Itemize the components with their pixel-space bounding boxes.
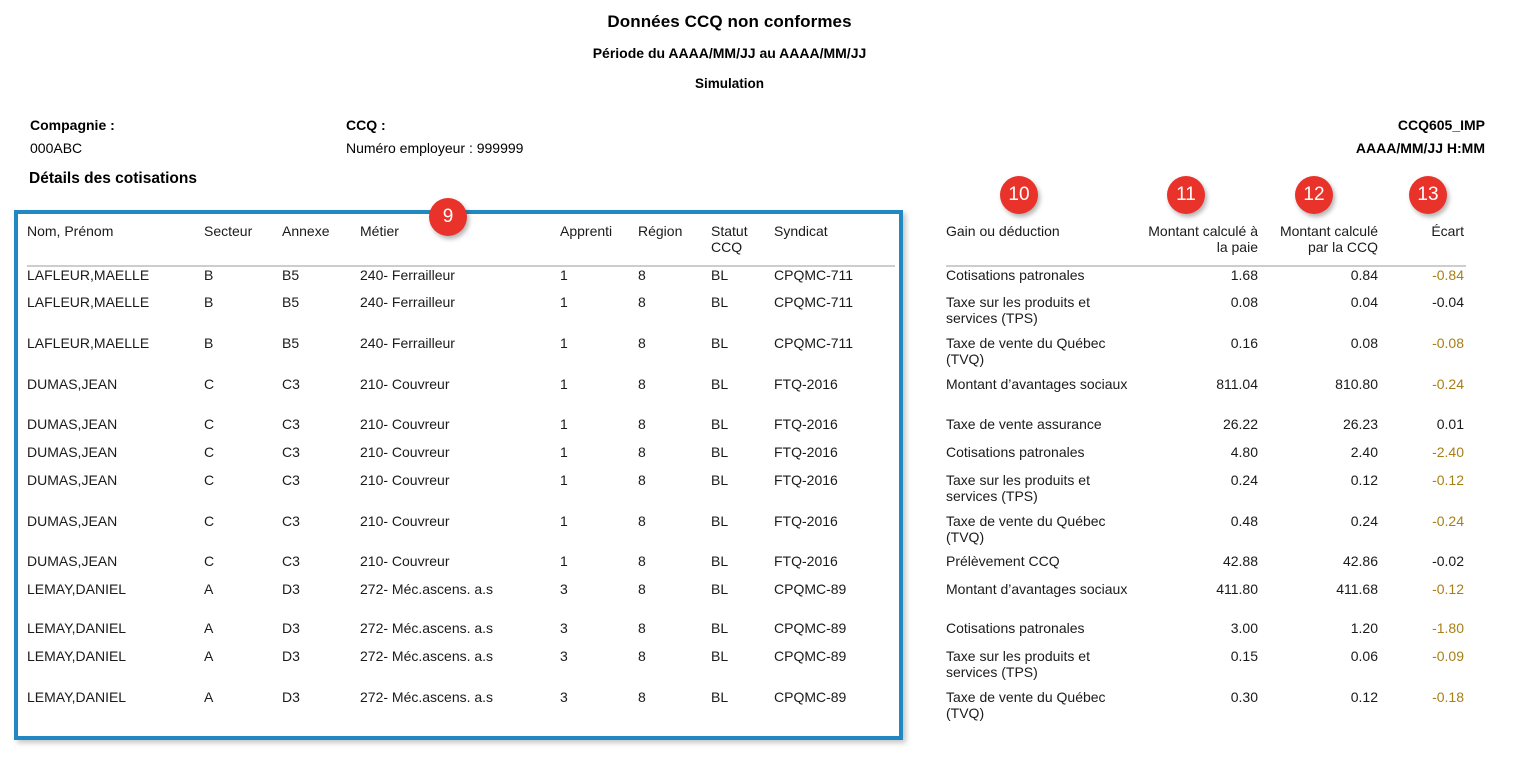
cell-gain-ou-deduction: Taxe de vente du Québec (TVQ) — [946, 335, 1106, 368]
cell-syndicat: CPQMC-711 — [774, 335, 854, 352]
column-header-secteur: Secteur — [204, 223, 253, 239]
report-datetime: AAAA/MM/JJ H:MM — [1355, 139, 1485, 156]
cell-apprenti: 1 — [560, 335, 568, 352]
table-row — [27, 444, 895, 472]
cell-nom-prenom: LEMAY,DANIEL — [27, 648, 127, 665]
cell-secteur: C — [204, 444, 215, 461]
cell-metier: 272- Méc.ascens. a.s — [360, 620, 494, 637]
cell-ecart: -0.02 — [1432, 553, 1464, 570]
cell-annexe: D3 — [282, 648, 300, 665]
cell-montant-calcule-a-la-paie: 4.80 — [1230, 444, 1258, 461]
cell-syndicat: CPQMC-89 — [774, 689, 847, 706]
cell-montant-calcule-a-la-paie: 811.04 — [1216, 376, 1258, 393]
table-row — [27, 553, 895, 581]
cell-region: 8 — [638, 444, 646, 461]
column-header-syndicat: Syndicat — [774, 223, 828, 239]
cell-metier: 210- Couvreur — [360, 376, 450, 393]
cell-region: 8 — [638, 553, 646, 570]
cell-gain-ou-deduction: Taxe de vente assurance — [946, 416, 1102, 433]
employee-table-header-rule — [27, 259, 895, 266]
table-row — [946, 376, 1466, 416]
report-identification — [1356, 118, 1485, 155]
ccq-label: CCQ : — [346, 117, 386, 133]
table-row — [27, 689, 895, 727]
section-title: Détails des cotisations — [29, 170, 197, 187]
cell-region: 8 — [638, 416, 646, 433]
cell-ecart: -1.80 — [1432, 620, 1464, 637]
cell-gain-ou-deduction: Montant d’avantages sociaux — [946, 581, 1128, 598]
cell-annexe: C3 — [282, 376, 300, 393]
cell-statut-ccq: BL — [711, 581, 729, 598]
cell-annexe: D3 — [282, 689, 300, 706]
cell-apprenti: 1 — [560, 444, 568, 461]
cell-secteur: B — [204, 267, 214, 284]
cell-annexe: C3 — [282, 553, 300, 570]
cell-syndicat: FTQ-2016 — [774, 553, 838, 570]
cell-region: 8 — [638, 267, 646, 284]
table-row — [27, 472, 895, 513]
employee-table-body — [27, 266, 895, 727]
report-period: Période du AAAA/MM/JJ au AAAA/MM/JJ — [592, 45, 867, 61]
cell-montant-calcule-a-la-paie: 0.16 — [1230, 335, 1258, 352]
cell-gain-ou-deduction: Taxe sur les produits et services (TPS) — [946, 294, 1090, 327]
callout-badge-9: 9 — [429, 198, 467, 236]
cell-syndicat: CPQMC-89 — [774, 581, 847, 598]
column-header-gain-ou-deduction: Gain ou déduction — [946, 223, 1060, 239]
cell-nom-prenom: LAFLEUR,MAELLE — [27, 335, 150, 352]
cell-metier: 210- Couvreur — [360, 472, 450, 489]
cell-statut-ccq: BL — [711, 267, 729, 284]
cell-montant-calcule-par-la-ccq: 411.68 — [1336, 581, 1378, 598]
cell-apprenti: 3 — [560, 648, 568, 665]
callout-badge-13: 13 — [1409, 176, 1447, 214]
cell-nom-prenom: LAFLEUR,MAELLE — [27, 294, 150, 311]
cell-statut-ccq: BL — [711, 335, 729, 352]
document-header — [0, 0, 1459, 91]
callout-badge-11: 11 — [1167, 176, 1205, 214]
cell-ecart: -0.09 — [1432, 648, 1464, 665]
cell-statut-ccq: BL — [711, 620, 729, 637]
cell-syndicat: CPQMC-711 — [774, 267, 854, 284]
column-header-montant-calcule-par-la-ccq: Montant calculé par la CCQ — [1279, 223, 1378, 255]
cell-secteur: B — [204, 294, 214, 311]
cell-montant-calcule-a-la-paie: 26.22 — [1222, 416, 1258, 433]
cell-nom-prenom: DUMAS,JEAN — [27, 416, 118, 433]
company-value: 000ABC — [30, 139, 83, 156]
cell-metier: 240- Ferrailleur — [360, 335, 455, 352]
cell-apprenti: 3 — [560, 620, 568, 637]
table-row — [946, 648, 1466, 689]
cell-annexe: B5 — [282, 294, 300, 311]
table-row — [27, 513, 895, 553]
cell-secteur: C — [204, 416, 215, 433]
cell-annexe: D3 — [282, 620, 300, 637]
ccq-info — [346, 118, 523, 155]
cell-secteur: A — [204, 648, 214, 665]
cell-montant-calcule-par-la-ccq: 0.12 — [1350, 689, 1378, 706]
contribution-amounts-table — [946, 224, 1466, 727]
employee-table — [27, 224, 895, 727]
cell-metier: 240- Ferrailleur — [360, 294, 455, 311]
cell-apprenti: 1 — [560, 376, 568, 393]
table-row — [946, 620, 1466, 648]
table-row — [27, 335, 895, 376]
cell-secteur: C — [204, 376, 215, 393]
table-row — [27, 581, 895, 620]
table-row — [27, 376, 895, 416]
amounts-table-head — [946, 224, 1466, 266]
cell-secteur: A — [204, 581, 214, 598]
cell-secteur: A — [204, 689, 214, 706]
cell-ecart: -2.40 — [1432, 444, 1464, 461]
cell-secteur: B — [204, 335, 214, 352]
cell-apprenti: 1 — [560, 267, 568, 284]
cell-syndicat: CPQMC-711 — [774, 294, 854, 311]
cell-montant-calcule-par-la-ccq: 0.24 — [1350, 513, 1378, 530]
cell-montant-calcule-a-la-paie: 0.30 — [1230, 689, 1258, 706]
cell-montant-calcule-a-la-paie: 0.15 — [1230, 648, 1258, 665]
cell-gain-ou-deduction: Taxe sur les produits et services (TPS) — [946, 648, 1090, 681]
cell-secteur: C — [204, 553, 215, 570]
cell-statut-ccq: BL — [711, 416, 729, 433]
cell-montant-calcule-a-la-paie: 0.48 — [1230, 513, 1258, 530]
callout-badge-12: 12 — [1295, 176, 1333, 214]
cell-ecart: -0.12 — [1432, 581, 1464, 598]
table-row — [946, 513, 1466, 553]
table-row — [946, 472, 1466, 513]
cell-statut-ccq: BL — [711, 513, 729, 530]
cell-ecart: -0.18 — [1432, 689, 1464, 706]
cell-montant-calcule-par-la-ccq: 0.08 — [1350, 335, 1378, 352]
column-header-metier: Métier — [360, 223, 399, 239]
cell-annexe: C3 — [282, 416, 300, 433]
cell-annexe: B5 — [282, 335, 300, 352]
cell-ecart: -0.12 — [1432, 472, 1464, 489]
cell-ecart: -0.04 — [1432, 294, 1464, 311]
cell-ecart: -0.84 — [1432, 267, 1464, 284]
cell-montant-calcule-a-la-paie: 3.00 — [1230, 620, 1258, 637]
cell-metier: 210- Couvreur — [360, 416, 450, 433]
table-row — [27, 294, 895, 335]
cell-apprenti: 1 — [560, 513, 568, 530]
cell-montant-calcule-par-la-ccq: 0.12 — [1350, 472, 1378, 489]
cell-syndicat: FTQ-2016 — [774, 472, 838, 489]
cell-montant-calcule-par-la-ccq: 42.86 — [1342, 553, 1378, 570]
cell-montant-calcule-par-la-ccq: 2.40 — [1350, 444, 1378, 461]
cell-montant-calcule-a-la-paie: 42.88 — [1222, 553, 1258, 570]
cell-ecart: -0.24 — [1432, 376, 1464, 393]
cell-nom-prenom: DUMAS,JEAN — [27, 376, 118, 393]
cell-montant-calcule-par-la-ccq: 810.80 — [1335, 376, 1378, 393]
cell-syndicat: CPQMC-89 — [774, 648, 847, 665]
cell-metier: 240- Ferrailleur — [360, 267, 455, 284]
cell-region: 8 — [638, 648, 646, 665]
callout-badge-10: 10 — [1000, 176, 1038, 214]
employee-details-table — [27, 224, 895, 727]
cell-secteur: A — [204, 620, 214, 637]
cell-syndicat: FTQ-2016 — [774, 376, 838, 393]
cell-metier: 210- Couvreur — [360, 553, 450, 570]
cell-nom-prenom: DUMAS,JEAN — [27, 444, 118, 461]
cell-apprenti: 1 — [560, 416, 568, 433]
table-row — [946, 416, 1466, 444]
cell-statut-ccq: BL — [711, 472, 729, 489]
cell-ecart: -0.08 — [1432, 335, 1464, 352]
cell-region: 8 — [638, 472, 646, 489]
cell-apprenti: 3 — [560, 581, 568, 598]
cell-annexe: C3 — [282, 513, 300, 530]
cell-metier: 210- Couvreur — [360, 444, 450, 461]
column-header-region: Région — [638, 223, 683, 239]
cell-nom-prenom: LEMAY,DANIEL — [27, 620, 127, 637]
cell-nom-prenom: LAFLEUR,MAELLE — [27, 267, 150, 284]
cell-nom-prenom: LEMAY,DANIEL — [27, 581, 127, 598]
amounts-table-header-rule — [946, 259, 1466, 266]
simulation-label: Simulation — [694, 76, 764, 91]
cell-montant-calcule-par-la-ccq: 26.23 — [1342, 416, 1378, 433]
table-row — [27, 620, 895, 648]
cell-region: 8 — [638, 376, 646, 393]
cell-syndicat: FTQ-2016 — [774, 416, 838, 433]
cell-statut-ccq: BL — [711, 376, 729, 393]
cell-region: 8 — [638, 689, 646, 706]
table-row — [946, 444, 1466, 472]
cell-gain-ou-deduction: Taxe sur les produits et services (TPS) — [946, 472, 1090, 505]
cell-region: 8 — [638, 620, 646, 637]
cell-region: 8 — [638, 335, 646, 352]
table-row — [946, 689, 1466, 727]
column-header-statut-ccq: Statut CCQ — [711, 223, 748, 255]
column-header-ecart: Écart — [1431, 223, 1464, 239]
cell-statut-ccq: BL — [711, 294, 729, 311]
company-label: Compagnie : — [30, 117, 115, 133]
cell-metier: 272- Méc.ascens. a.s — [360, 581, 494, 598]
cell-region: 8 — [638, 513, 646, 530]
cell-secteur: C — [204, 472, 215, 489]
table-row — [27, 648, 895, 689]
amounts-table — [946, 224, 1466, 727]
cell-apprenti: 1 — [560, 553, 568, 570]
table-row — [946, 294, 1466, 335]
cell-montant-calcule-a-la-paie: 1.68 — [1230, 267, 1258, 284]
table-row — [946, 553, 1466, 581]
cell-annexe: B5 — [282, 267, 300, 284]
cell-ecart: 0.01 — [1436, 416, 1464, 433]
cell-montant-calcule-par-la-ccq: 0.84 — [1350, 267, 1378, 284]
cell-nom-prenom: DUMAS,JEAN — [27, 513, 118, 530]
table-row — [27, 416, 895, 444]
cell-gain-ou-deduction: Taxe de vente du Québec (TVQ) — [946, 689, 1106, 722]
cell-metier: 210- Couvreur — [360, 513, 450, 530]
table-row — [27, 266, 895, 294]
cell-montant-calcule-par-la-ccq: 0.06 — [1350, 648, 1378, 665]
cell-gain-ou-deduction: Cotisations patronales — [946, 620, 1085, 637]
cell-region: 8 — [638, 294, 646, 311]
company-info — [30, 118, 115, 155]
cell-syndicat: FTQ-2016 — [774, 444, 838, 461]
table-row — [946, 335, 1466, 376]
cell-statut-ccq: BL — [711, 689, 729, 706]
cell-montant-calcule-par-la-ccq: 1.20 — [1350, 620, 1378, 637]
column-header-annexe: Annexe — [282, 223, 330, 239]
cell-statut-ccq: BL — [711, 648, 729, 665]
cell-montant-calcule-a-la-paie: 0.08 — [1230, 294, 1258, 311]
cell-annexe: D3 — [282, 581, 300, 598]
cell-metier: 272- Méc.ascens. a.s — [360, 648, 494, 665]
page-title: Données CCQ non conformes — [607, 12, 852, 31]
cell-gain-ou-deduction: Cotisations patronales — [946, 444, 1085, 461]
cell-montant-calcule-par-la-ccq: 0.04 — [1350, 294, 1378, 311]
cell-nom-prenom: DUMAS,JEAN — [27, 553, 118, 570]
cell-gain-ou-deduction: Montant d’avantages sociaux — [946, 376, 1128, 393]
cell-gain-ou-deduction: Taxe de vente du Québec (TVQ) — [946, 513, 1106, 546]
column-header-apprenti: Apprenti — [560, 223, 613, 239]
amounts-table-body — [946, 266, 1466, 727]
cell-statut-ccq: BL — [711, 444, 729, 461]
cell-apprenti: 1 — [560, 294, 568, 311]
cell-secteur: C — [204, 513, 215, 530]
cell-nom-prenom: LEMAY,DANIEL — [27, 689, 127, 706]
cell-statut-ccq: BL — [711, 553, 729, 570]
employer-number-value: Numéro employeur : 999999 — [346, 139, 524, 156]
amounts-table-header-row — [946, 224, 1466, 259]
cell-montant-calcule-a-la-paie: 411.80 — [1216, 581, 1258, 598]
cell-region: 8 — [638, 581, 646, 598]
cell-metier: 272- Méc.ascens. a.s — [360, 689, 494, 706]
column-header-nom-prenom: Nom, Prénom — [27, 223, 114, 239]
cell-annexe: C3 — [282, 444, 300, 461]
cell-syndicat: FTQ-2016 — [774, 513, 838, 530]
cell-gain-ou-deduction: Prélèvement CCQ — [946, 553, 1060, 570]
cell-syndicat: CPQMC-89 — [774, 620, 847, 637]
cell-ecart: -0.24 — [1432, 513, 1464, 530]
cell-gain-ou-deduction: Cotisations patronales — [946, 267, 1085, 284]
cell-montant-calcule-a-la-paie: 0.24 — [1230, 472, 1258, 489]
cell-apprenti: 1 — [560, 472, 568, 489]
column-header-montant-calcule-a-la-paie: Montant calculé à la paie — [1148, 223, 1258, 255]
table-row — [946, 581, 1466, 620]
report-id: CCQ605_IMP — [1397, 117, 1485, 133]
cell-apprenti: 3 — [560, 689, 568, 706]
table-row — [946, 266, 1466, 294]
cell-nom-prenom: DUMAS,JEAN — [27, 472, 118, 489]
cell-annexe: C3 — [282, 472, 300, 489]
